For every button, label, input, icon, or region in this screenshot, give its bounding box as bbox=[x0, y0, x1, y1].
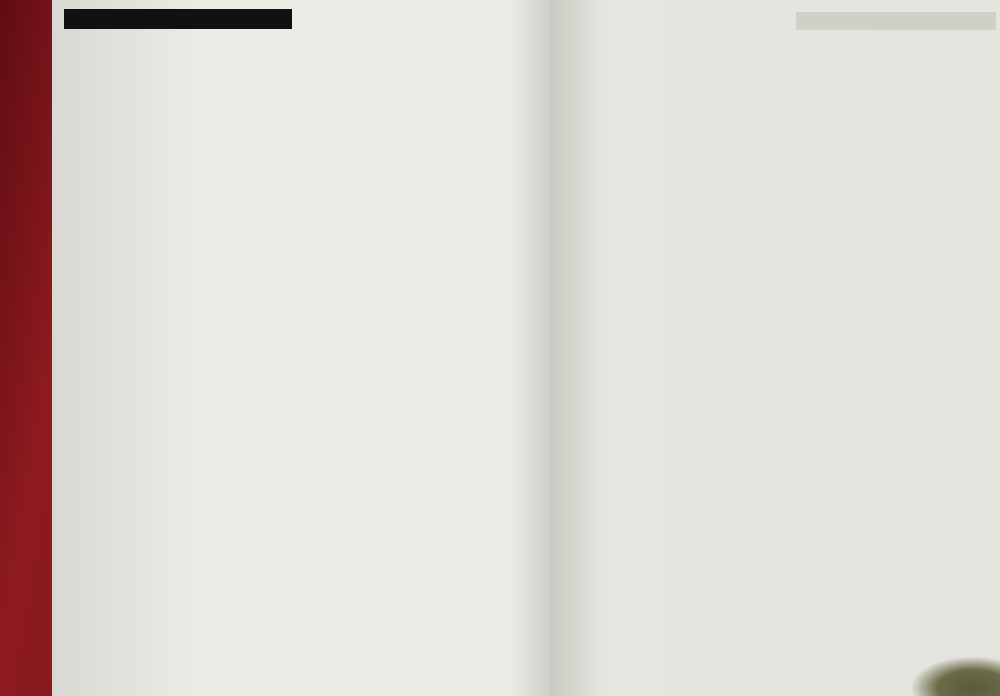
left-page bbox=[52, 0, 550, 696]
index-header-ghost bbox=[796, 12, 996, 30]
cloth-corner bbox=[910, 656, 1000, 696]
index-header bbox=[64, 9, 292, 29]
right-page bbox=[550, 0, 1000, 696]
